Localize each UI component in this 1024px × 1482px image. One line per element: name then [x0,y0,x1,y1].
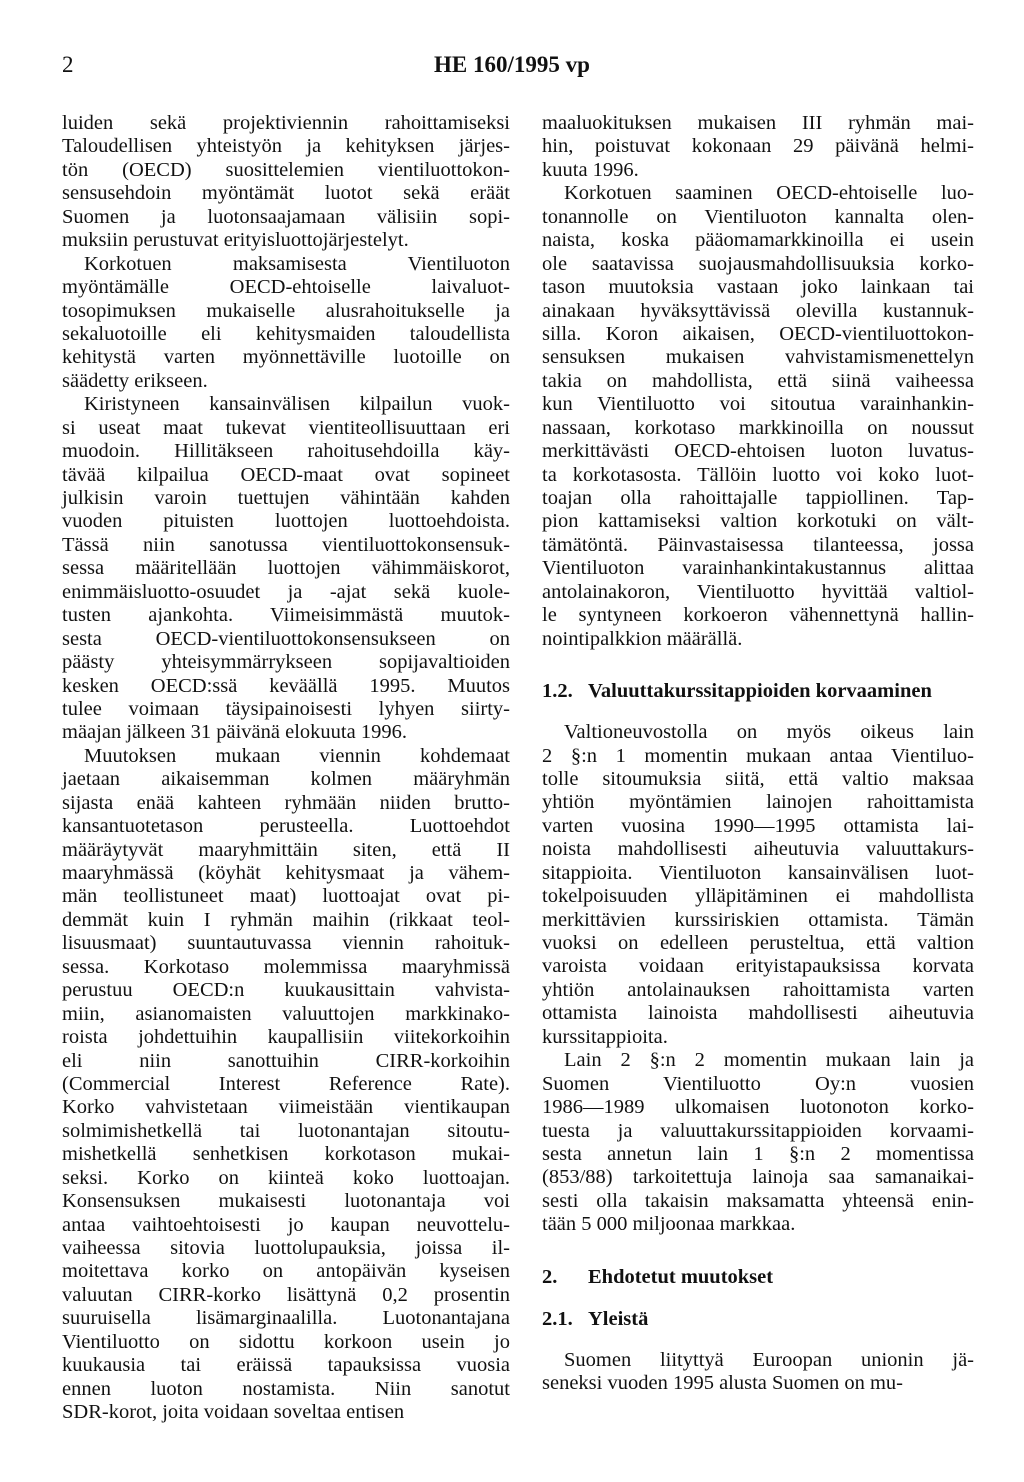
text-line: Kiristyneen kansainvälisen kilpailun vuok- [84,393,510,416]
section-title: Ehdotetut muutokset [588,1265,774,1288]
text-line: tolle sitoumuksia siitä, että valtio maksaa [542,767,974,790]
paragraph [542,1049,974,1237]
text-line: lisuusmaat) suuntautuvassa viennin rahoituk- [62,932,510,955]
section-title: Valuuttakurssitappioiden korvaaminen [588,680,932,703]
paragraph [542,1349,974,1396]
text-line: enimmäisluotto-osuudet ja -ajat sekä kuole- [62,580,510,603]
text-line: le syntyneen korkoeron vähennettynä hallin- [542,604,974,627]
text-line: si useat maat tukevat vientiteollisuuttaan eri [62,416,510,439]
text-line: yhtiön myöntämien lainojen rahoittamista [542,791,974,814]
text-line: sesti olla takaisin maksamatta yhteensä enin- [542,1189,974,1212]
paragraph [62,112,510,253]
text-line: säädetty erikseen. [62,369,208,392]
spacer [542,1237,974,1265]
text-line: vaiheessa sitovia luottolupauksia, joissa il- [62,1237,510,1259]
spacer [542,1331,974,1349]
text-line: ennen luoton nostamista. Niin sanotut [62,1377,510,1400]
section-2-1-body [542,1349,974,1396]
text-line: kuukausia tai eräissä tapauksissa vuosia [62,1354,510,1377]
text-line: tään 5 000 miljoonaa markkaa. [542,1213,796,1236]
text-line: moitettava korko on antopäivän kyseisen [62,1260,510,1283]
text-line: varten vuosina 1990—1995 ottamista lai- [542,814,974,837]
section-1-2-body [542,721,974,1237]
section-heading-2 [542,1265,974,1289]
text-line: muodoin. Hillitäkseen rahoitusehdoilla käy- [62,440,510,463]
text-line: seneksi vuoden 1995 alusta Suomen on mu- [542,1372,903,1395]
text-line: takia on mahdollista, että siinä vaiheessa [542,369,974,392]
text-line: sekaluotoille eli kehitysmaiden taloudellista [62,322,510,345]
text-line: kehitystä varten myönnettäville luotoille on [62,346,510,369]
text-line: tason muutoksia vastaan joko lainkaan tai [542,276,974,299]
section-number: 1.2. [542,680,573,703]
text-line: (853/88) tarkoitettuja lainoja saa samanaikai- [542,1166,974,1189]
text-line: sesta OECD-vientiluottokonsensukseen on [62,627,510,650]
text-line: sijasta enää kahteen ryhmään niiden brutto- [62,791,510,814]
text-line: tokelpoisuuden ylläpitäminen ei mahdollista [542,885,974,908]
text-line: Lain 2 §:n 2 momentin mukaan lain ja [564,1049,974,1072]
text-line: maaluokituksen mukaisen III ryhmän mai- [542,112,974,134]
right-column [542,112,974,1396]
text-line: tämätöntä. Päinvastaisessa tilanteessa, jossa [542,533,974,556]
text-line: pion kattamiseksi valtion korkotuki on vält- [542,510,974,533]
text-line: ainakaan hyväksyttävissä olevilla kustannuk- [542,299,974,322]
text-line: suuruisella lisämarginaalilla. Luotonantajana [62,1307,510,1330]
text-line: hin, poistuvat kokonaan 29 päivänä helmi- [542,135,974,158]
text-line: määräytyvät maaryhmittäin siten, että II [62,838,510,861]
text-line: 2 §:n 1 momentin mukaan antaa Vientiluo- [542,744,974,767]
right-column-intro [542,112,974,651]
text-line: Vientiluoton varainhankintakustannus alittaa [542,557,974,580]
text-line: kurssitappioita. [542,1025,668,1048]
text-line: luiden sekä projektiviennin rahoittamiseksi [62,112,510,134]
text-line: noista mahdollisesti aiheutuvia valuuttakurs- [542,838,974,861]
text-line: Muutoksen mukaan viennin kohdemaat [84,744,510,767]
section-number: 2.1. [542,1307,573,1330]
text-line: (Commercial Interest Reference Rate). [62,1072,510,1095]
section-heading-1-2 [542,679,974,703]
text-line: sensuksen mukaisen vahvistamismenettelyn [542,346,974,369]
text-line: nointipalkkion määrällä. [542,627,743,650]
text-line: Vientiluotto on sidottu korkoon usein jo [62,1330,510,1353]
text-line: tosopimuksen mukaiselle alusrahoitukselle ja [62,299,510,322]
text-line: jaetaan aikaisemman kolmen määryhmän [62,768,510,791]
spacer [542,703,974,721]
text-line: nassaan, korkotaso markkinoilla on noussut [542,416,974,439]
text-line: naista, koska pääomamarkkinoilla ei usein [542,229,974,252]
text-line: roista johdettuihin kaupallisiin viitekorkoihin [62,1026,510,1049]
text-line: sitappioita. Vientiluoton kansainvälisen luot- [542,861,974,884]
text-line: tulee voimaan täysipainoisesti lyhyen siirty- [62,697,510,720]
text-line: antolainakoron, Vientiluotto hyvittää valtiol- [542,580,974,603]
text-line: merkittävien kurssiriskien ottamista. Tämän [542,908,974,931]
paragraph [542,112,974,182]
text-line: 1986—1989 ulkomaisen luotonoton korko- [542,1096,974,1119]
section-heading-2-1 [542,1307,974,1331]
paragraph [542,721,974,1049]
text-line: maaryhmässä (köyhät kehitysmaat ja vähem- [62,862,510,884]
text-line: kuuta 1996. [542,158,639,181]
text-line: Valtioneuvostolla on myös oikeus lain [564,721,974,744]
text-line: eli niin sanottuihin CIRR-korkoihin [62,1049,510,1072]
text-line: solmimishetkellä tai luotonantajan sitoutu- [62,1119,510,1142]
section-title: Yleistä [588,1307,649,1330]
paragraph [542,182,974,651]
text-line: varoista voidaan erityistapauksissa korvata [542,955,974,978]
text-line: sesta annetun lain 1 §:n 2 momentissa [542,1142,974,1165]
text-line: Suomen liityttyä Euroopan unionin jä- [564,1348,974,1371]
text-line: mäajan jälkeen 31 päivänä elokuuta 1996. [62,721,407,744]
text-line: demmät kuin I ryhmän maihin (rikkaat teol- [62,908,510,931]
text-line: kesken OECD:ssä keväällä 1995. Muutos [62,674,510,697]
text-line: ole saatavissa suojausmahdollisuuksia korko- [542,252,974,275]
text-line: tön (OECD) suosittelemien vientiluottokon- [62,158,510,181]
paragraph [62,745,510,1425]
text-line: muksiin perustuvat erityisluottojärjestelyt. [62,229,409,252]
text-line: julkisin varoin tuettujen vähintään kahden [62,487,510,509]
text-line: Suomen Vientiluotto Oy:n vuosien [542,1072,974,1095]
text-line: sensusehdoin myöntämät luotot sekä eräät [62,182,510,205]
text-line: Korkotuen maksamisesta Vientiluoton [84,252,510,275]
text-line: tuesta ja valuuttakurssitappioiden korvaami- [542,1119,974,1142]
text-line: vuoden pituisten luottojen luottoehdoista. [62,510,510,533]
text-line: ta korkotasosta. Tällöin luotto voi koko luot- [542,463,974,486]
left-column [62,112,510,1425]
text-line: seksi. Korko on kiinteä koko luottoajan. [62,1166,510,1189]
text-line: perustuu OECD:n kuukausittain vahvista- [62,979,510,1002]
page-number: 2 [62,52,74,77]
text-line: valuutan CIRR-korko lisättynä 0,2 prosentin [62,1283,510,1306]
paragraph [62,393,510,745]
text-line: antaa vaihtoehtoisesti jo kaupan neuvottelu- [62,1213,510,1236]
text-line: toajan olla rahoittajalle tappiollinen. Tap- [542,487,974,509]
paragraph [62,253,510,394]
text-line: Tässä niin sanotussa vientiluottokonsensuk- [62,533,510,556]
text-line: sessa määritellään luottojen vähimmäiskorot, [62,557,510,580]
text-line: SDR-korot, joita voidaan soveltaa entisen [62,1401,405,1424]
text-line: Korko vahvistetaan viimeistään vientikaupan [62,1096,510,1119]
text-line: Suomen ja luotonsaajamaan välisiin sopi- [62,205,510,228]
text-line: ottamista lainoista mahdollisesti aiheutuvia [542,1002,974,1025]
spacer [542,651,974,679]
text-line: Korkotuen saaminen OECD-ehtoiselle luo- [564,182,974,205]
spacer [542,1289,974,1307]
text-line: myöntämälle OECD-ehtoiselle laivaluot- [62,276,510,299]
text-line: tonannolle on Vientiluoton kannalta olen- [542,205,974,228]
text-line: yhtiön antolainauksen rahoittamista varten [542,978,974,1001]
text-line: män teollistuneet maat) luottoajat ovat pi- [62,885,510,908]
text-line: kun Vientiluotto voi sitoutua varainhankin- [542,393,974,416]
text-line: Taloudellisen yhteistyön ja kehityksen järjes- [62,135,510,158]
section-number: 2. [542,1265,558,1288]
text-line: tusten ajankohta. Viimeisimmästä muutok- [62,604,510,627]
text-line: tävää kilpailua OECD-maat ovat sopineet [62,463,510,486]
text-line: kansantuotetason perusteella. Luottoehdot [62,815,510,838]
text-line: miin, asianomaisten valuuttojen markkinako- [62,1002,510,1025]
text-line: Konsensuksen mukaisesti luotonantaja voi [62,1190,510,1213]
text-line: sessa. Korkotaso molemmissa maaryhmissä [62,955,510,978]
text-line: mishetkellä senhetkisen korkotason mukai- [62,1143,510,1166]
text-line: silla. Koron aikaisen, OECD-vientiluottokon- [542,322,974,345]
text-line: merkittävästi OECD-ehtoisen luoton luvatus- [542,440,974,463]
text-line: päästy yhteisymmärrykseen sopijavaltioiden [62,651,510,674]
text-line: vuoksi on edelleen perusteltua, että valtion [542,932,974,954]
page-header-title: HE 160/1995 vp [434,52,590,77]
